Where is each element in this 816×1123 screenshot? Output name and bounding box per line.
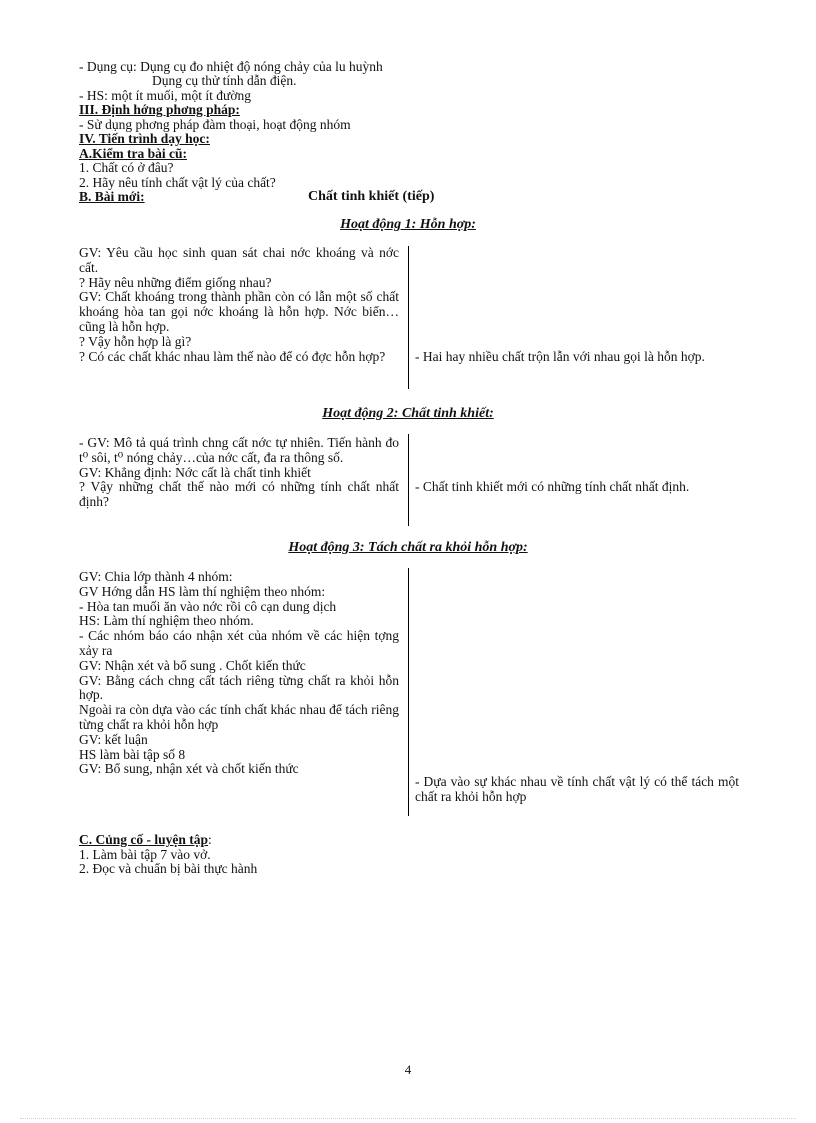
activity-1-line: GV: Yêu cầu học sinh quan sát chai nớc khoáng và nớc cất. <box>79 245 399 275</box>
section-c-colon: : <box>208 832 212 847</box>
section-a-heading: A.Kiểm tra bài cũ: <box>79 146 187 161</box>
activity-3-line: - Hòa tan muối ăn vào nớc rồi cô cạn dung dịch <box>79 598 337 614</box>
equipment-line-2: Dụng cụ thử tính dẫn điện. <box>152 73 297 88</box>
activity-3-line: GV: Chia lớp thành 4 nhóm: <box>79 569 233 584</box>
lesson-title: Chất tinh khiết (tiếp) <box>308 189 435 204</box>
activity-3-conclusion: - Dựa vào sự khác nhau về tính chất vật lý có thể tách một chất ra khỏi hỗn hợp <box>415 774 739 804</box>
section-iv-heading: IV. Tiến trình dạy học: <box>79 131 210 146</box>
activity-2-line: ? Vậy những chất thế nào mới có những tính chất nhất định? <box>79 479 399 510</box>
page-bottom-border <box>20 1118 796 1119</box>
activity-2-heading: Hoạt động 2: Chất tinh khiết: <box>322 406 494 421</box>
method-line: - Sử dụng phơng pháp đàm thoại, hoạt động nhóm <box>79 117 351 132</box>
activity-1-heading: Hoạt động 1: Hỗn hợp: <box>340 217 476 232</box>
activity-2-teacher-column <box>79 436 399 510</box>
section-b-heading: B. Bài mới: <box>79 189 145 204</box>
activity-3-divider <box>408 568 409 816</box>
activity-3-line: GV: Bằng cách chng cất tách riêng từng chất ra khỏi hỗn hợp. <box>79 672 399 703</box>
consolidation-item-1: 1. Làm bài tập 7 vào vở. <box>79 847 211 862</box>
consolidation-item-2: 2. Đọc và chuẩn bị bài thực hành <box>79 861 258 876</box>
activity-3-line: GV: kết luận <box>79 731 148 747</box>
activity-1-divider <box>408 246 409 389</box>
activity-2-line: - GV: Mô tả quá trình chng cất nớc tự nhiên. Tiến hành đo t⁰ sôi, t⁰ nóng chảy…của nớc cất, đa ra thông số. <box>79 435 399 465</box>
student-materials-line: - HS: một ít muối, một ít đường <box>79 88 251 103</box>
section-c-title: C. Củng cố - luyện tập <box>79 832 209 847</box>
question-1: 1. Chất có ở đâu? <box>79 160 174 175</box>
activity-3-line: Ngoài ra còn dựa vào các tính chất khác nhau để tách riêng từng chất ra khỏi hỗn hợp <box>79 702 399 732</box>
activity-3-teacher-column <box>79 570 399 777</box>
activity-3-line: GV: Bổ sung, nhận xét và chốt kiến thức <box>79 761 299 777</box>
activity-2-conclusion: - Chất tinh khiết mới có những tính chất nhất định. <box>415 479 690 494</box>
activity-1-line: ? Hãy nêu những điểm giống nhau? <box>79 274 272 290</box>
activity-1-conclusion: - Hai hay nhiều chất trộn lẫn với nhau gọi là hỗn hợp. <box>415 349 705 364</box>
question-2: 2. Hãy nêu tính chất vật lý của chất? <box>79 175 276 190</box>
activity-3-heading: Hoạt động 3: Tách chất ra khỏi hỗn hợp: <box>288 540 528 555</box>
activity-2-divider <box>408 434 409 526</box>
activity-3-line: GV: Nhận xét và bổ sung . Chốt kiến thức <box>79 657 306 673</box>
activity-3-line: HS làm bài tập số 8 <box>79 746 186 762</box>
activity-3-line: GV Hớng dẫn HS làm thí nghiệm theo nhóm: <box>79 583 326 599</box>
activity-3-line: HS: Làm thí nghiệm theo nhóm. <box>79 613 254 629</box>
activity-1-line: GV: Chất khoáng trong thành phần còn có lẫn một số chất khoáng hòa tan gọi nớc khoáng là hỗn hợp. Nớc biển… cũng là hỗn hợp. <box>79 289 399 334</box>
activity-1-line: ? Vậy hỗn hợp là gì? <box>79 333 192 349</box>
activity-2-line: GV: Khẳng định: Nớc cất là chất tinh khiết <box>79 464 311 480</box>
section-c-heading <box>79 832 212 847</box>
section-iii-heading: III. Định hớng phơng pháp: <box>79 102 240 117</box>
activity-1-teacher-column <box>79 246 399 364</box>
activity-1-line: ? Có các chất khác nhau làm thế nào để có đợc hỗn hợp? <box>79 348 386 364</box>
activity-3-line: - Các nhóm báo cáo nhận xét của nhóm về các hiện tợng xảy ra <box>79 628 399 658</box>
equipment-line: - Dụng cụ: Dụng cụ đo nhiệt độ nóng chảy của lu huỳnh <box>79 59 383 74</box>
page-number: 4 <box>404 1062 412 1077</box>
